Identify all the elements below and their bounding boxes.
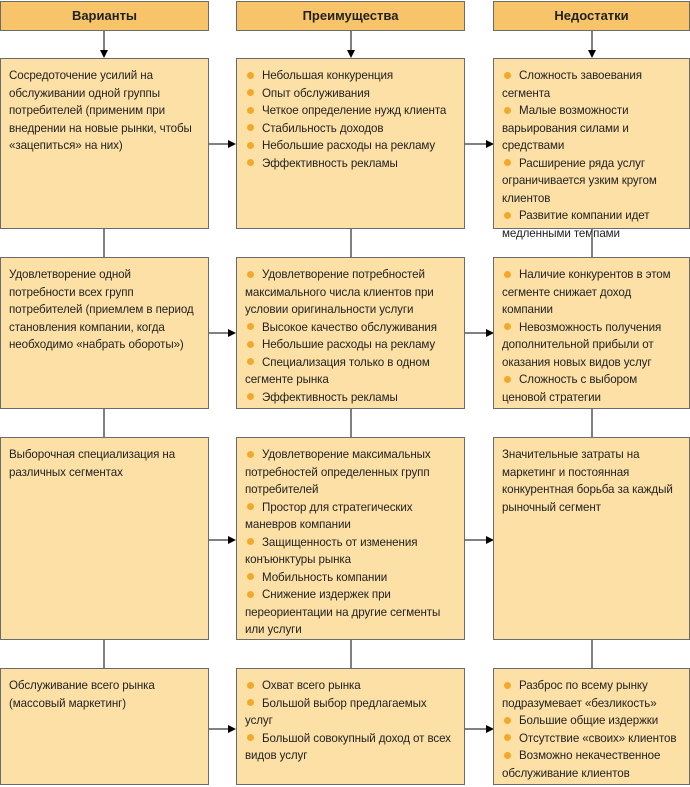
list-item: Разброс по всему рынку подразумевает «безликость» (502, 679, 657, 710)
list-item: Развитие компании идет медленными темпами (502, 209, 650, 240)
disadvantages-list-1 (502, 67, 681, 242)
disadvantages-box-1 (493, 58, 690, 240)
list-item: Расширение ряда услуг ограничивается узким кругом клиентов (502, 156, 657, 205)
list-item: Небольшие расходы на рекламу (245, 137, 456, 155)
advantages-box-2 (236, 257, 465, 409)
list-item: Стабильность доходов (245, 120, 456, 138)
advantages-list-1 (245, 67, 456, 172)
list-item: Мобильность компании (245, 569, 456, 587)
advantages-box-3 (236, 437, 465, 640)
list-item: Охват всего рынка (245, 677, 456, 695)
variant-box-2 (0, 257, 209, 409)
disadvantages-box-2 (493, 257, 690, 409)
list-item: Отсутствие «своих» клиентов (502, 730, 681, 748)
variant-box-1 (0, 58, 209, 229)
list-item: Простор для стратегических маневров компании (245, 500, 413, 531)
list-item: Опыт обслуживания (245, 85, 456, 103)
variant-text-2: Удовлетворение одной потребности всех групп потребителей (приемлем в период становления компании, когда необходимо «набрать обороты») (9, 268, 194, 351)
advantages-list-4 (245, 677, 456, 765)
disadvantages-box-3 (493, 437, 690, 640)
list-item: Четкое определение нужд клиента (245, 102, 456, 120)
list-item: Невозможность получения дополнительной прибыли от оказания новых видов услуг (502, 320, 662, 369)
disadvantages-list-2 (502, 266, 681, 406)
list-item: Сложность завоевания сегмента (502, 69, 642, 100)
disadvantages-text-3: Значительные затраты на маркетинг и постоянная конкурентная борьба за каждый рыночный сегмент (502, 448, 673, 514)
advantages-box-1 (236, 58, 465, 229)
list-item: Возможно некачественное обслуживание клиентов (502, 749, 661, 780)
variant-box-4 (0, 668, 209, 785)
list-item: Удовлетворение максимальных потребностей определенных групп потребителей (245, 448, 431, 496)
variant-box-3 (0, 437, 209, 640)
list-item: Высокое качество обслуживания (245, 319, 456, 337)
list-item: Специализация только в одном сегменте рынка (245, 355, 430, 386)
list-item: Снижение издержек при переориентации на другие сегменты или услуги (245, 588, 441, 636)
list-item: Большой выбор предлагаемых услуг (245, 696, 427, 727)
disadvantages-list-4 (502, 677, 681, 782)
list-item: Наличие конкурентов в этом сегменте снижает доход компании (502, 268, 671, 316)
list-item: Сложность с выбором ценовой стратегии (502, 373, 638, 404)
list-item: Большие общие издержки (502, 712, 681, 730)
disadvantages-box-4 (493, 668, 690, 785)
variant-text-4: Обслуживание всего рынка (массовый маркетинг) (9, 679, 155, 710)
variant-text-1: Сосредоточение усилий на обслуживании одной группы потребителей (применим при внедрении на новые рынки, чтобы «зацепиться» на них) (9, 69, 192, 152)
list-item: Небольшая конкуренция (245, 67, 456, 85)
list-item: Удовлетворение потребностей максимального числа клиентов при условии оригинальности услуги (245, 268, 434, 316)
list-item: Эффективность рекламы (245, 155, 456, 173)
list-item: Небольшие расходы на рекламу (245, 336, 456, 354)
header-disadvantages: Недостатки (493, 1, 690, 31)
list-item: Эффективность рекламы (245, 389, 456, 407)
advantages-box-4 (236, 668, 465, 785)
header-advantages: Преимущества (236, 1, 465, 31)
advantages-list-2 (245, 266, 456, 406)
advantages-list-3 (245, 446, 456, 639)
variant-text-3: Выборочная специализация на различных сегментах (9, 448, 176, 479)
header-variants: Варианты (0, 1, 209, 31)
list-item: Защищенность от изменения конъюнктуры рынка (245, 535, 418, 566)
list-item: Большой совокупный доход от всех видов услуг (245, 731, 451, 762)
list-item: Малые возможности варьирования силами и средствами (502, 104, 629, 152)
